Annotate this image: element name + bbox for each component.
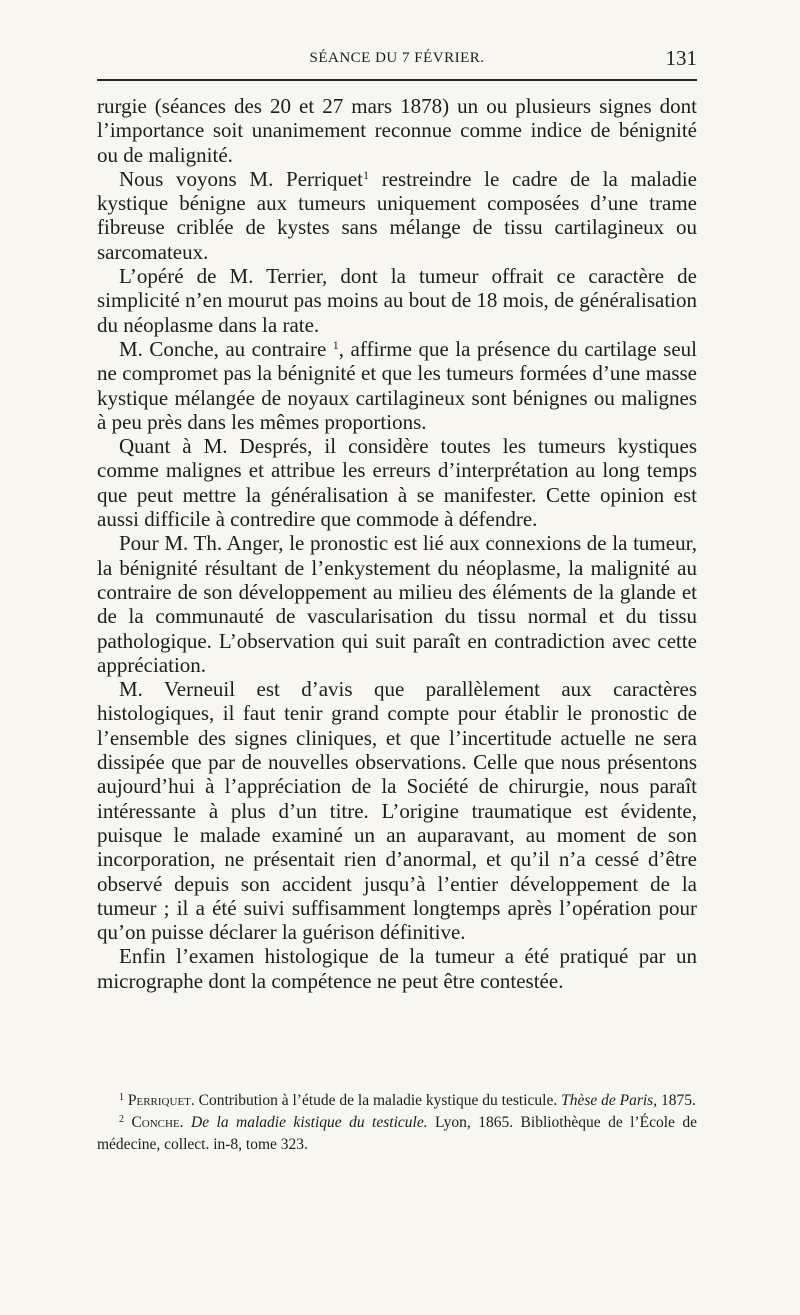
footnote-author: Conche. [131,1114,184,1131]
paragraph: Enfin l’examen histologique de la tumeur a été pratiqué par un micrographe dont la compétence ne peut être contestée. [97,944,697,993]
page-header [97,46,697,76]
body-text [97,94,697,993]
paragraph-text: Nous voyons M. Perriquet [119,166,363,191]
footnote-title: Thèse de Paris, [561,1092,658,1109]
footnote-tail: 1875. [657,1092,696,1109]
footnote-author: Perriquet. [127,1092,195,1109]
footnote [97,1090,697,1112]
footnote-ref: 1 [363,167,369,182]
paragraph: L’opéré de M. Terrier, dont la tumeur offrait ce caractère de simplicité n’en mourut pas moins au bout de 18 mois, de généralisation du néoplasme dans la rate. [97,264,697,337]
paragraph [97,167,697,264]
footnote-tail: Lyon, 1865. Bibliothèque de l’École de médecine, collect. in-8, tome 323. [97,1114,697,1153]
footnotes [97,1090,697,1156]
paragraph [97,337,697,434]
running-head: SÉANCE DU 7 FÉVRIER. [309,50,485,66]
paragraph: Pour M. Th. Anger, le pronostic est lié aux connexions de la tumeur, la bénignité résultant de l’enkystement du néoplasme, la malignité au contraire de son développement au milieu des éléments de la glande et de la communauté de vascularisation du tissu normal et du tissu pathologique. L’observation qui suit paraît en contradiction avec cette appréciation. [97,531,697,677]
paragraph: Quant à M. Després, il considère toutes les tumeurs kystiques comme malignes et attribue les erreurs d’interprétation au long temps que peut mettre la généralisation à se manifester. Cette opinion est aussi difficile à contredire que commode à défendre. [97,434,697,532]
footnote-ref: 1 [332,337,339,352]
footnote-title: De la maladie kistique du testicule. [191,1114,428,1131]
paragraph: M. Verneuil est d’avis que parallèlement aux caractères histologiques, il faut tenir grand compte pour établir le pronostic de l’ensemble des signes cliniques, et que l’incertitude actuelle ne sera dissipée que par de nouvelles observations. Celle que nous présentons aujourd’hui à l’appréciation de la Société de chirurgie, nous paraît intéressante à plus d’un titre. L’origine traumatique est évidente, puisque le malade examiné un an auparavant, au moment de son incorporation, ne présentait rien d’anormal, et qu’il n’a cessé d’être observé depuis son accident jusqu’à l’entier développement de la tumeur ; il a été suivi suffisamment longtemps après l’opération pour qu’on puisse déclarer la guérison définitive. [97,677,697,945]
footnote-marker: 2 [119,1114,124,1125]
footnote-text: Contribution à l’étude de la maladie kystique du testicule. [194,1092,562,1109]
page-number: 131 [665,46,697,70]
paragraph: rurgie (séances des 20 et 27 mars 1878) un ou plusieurs signes dont l’importance soit unanimement reconnue comme indice de bénignité ou de malignité. [97,94,697,167]
footnote [97,1112,697,1156]
paragraph-text: restreindre le cadre de la maladie kystique bénigne aux tumeurs uniquement composées d’une trame fibreuse criblée de kystes sans mélange de tissu cartilagineux ou sarcomateux. [97,166,697,264]
footnote-marker: 1 [119,1092,124,1103]
paragraph-text: M. Conche, au contraire [119,336,333,361]
paragraph-text: , affirme que la présence du cartilage seul ne compromet pas la bénignité et que les tumeurs formées d’une masse kystique mélangée de noyaux cartilagineux sont bénignes ou malignes à peu près dans les mêmes proportions. [97,336,697,434]
header-rule [97,79,697,81]
